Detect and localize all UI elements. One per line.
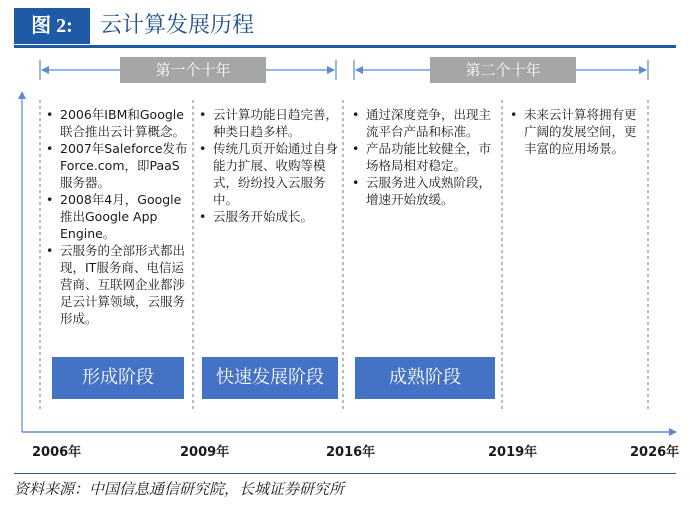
- figure-title: 云计算发展历程: [100, 13, 255, 38]
- timeline-column-2016-2019: [350, 106, 496, 208]
- list-item: • 未来云计算将拥有更广阔的发展空间，更丰富的应用场景。: [508, 106, 648, 157]
- list-item: • 2007年Saleforce发布Force.com，即PaaS服务器。: [44, 140, 190, 191]
- timeline-column-2019-2026: [508, 106, 648, 157]
- list-item: • 传统几页开始通过自身能力扩展、收购等模式，纷纷投入云服务中。: [197, 140, 341, 208]
- year-label-2016: 2016年: [326, 445, 376, 460]
- list-item: • 2006年IBM和Google联合推出云计算概念。: [44, 106, 190, 140]
- stage-maturity: 成熟阶段: [355, 357, 495, 399]
- period-label-second-decade: 第二个十年: [430, 57, 576, 83]
- year-label-2009: 2009年: [180, 445, 230, 460]
- year-label-2006: 2006年: [32, 445, 82, 460]
- list-item: • 产品功能比较健全，市场格局相对稳定。: [350, 140, 496, 174]
- list-item: • 云服务开始成长。: [197, 208, 341, 225]
- list-item: • 云服务的全部形式都出现，IT服务商、电信运营商、互联网企业都涉足云计算领域，云服务形成。: [44, 242, 190, 327]
- figure-number: 图 2:: [14, 8, 90, 44]
- list-item: • 通过深度竞争，出现主流平台产品和标准。: [350, 106, 496, 140]
- year-label-2026: 2026年: [630, 445, 680, 460]
- list-item: • 云计算功能日趋完善，种类日趋多样。: [197, 106, 341, 140]
- list-item: • 2008年4月，Google推出Google App Engine。: [44, 191, 190, 242]
- period-label-first-decade: 第一个十年: [120, 57, 266, 83]
- stage-rapid-growth: 快速发展阶段: [202, 357, 338, 399]
- list-item: • 云服务进入成熟阶段，增速开始放缓。: [350, 174, 496, 208]
- stage-formation: 形成阶段: [52, 357, 184, 399]
- timeline-column-2009-2016: [197, 106, 341, 225]
- timeline-column-2006-2009: [44, 106, 190, 327]
- source-divider: [14, 473, 676, 474]
- source-note: 资料来源：中国信息通信研究院，长城证券研究所: [14, 480, 345, 498]
- year-label-2019: 2019年: [488, 445, 538, 460]
